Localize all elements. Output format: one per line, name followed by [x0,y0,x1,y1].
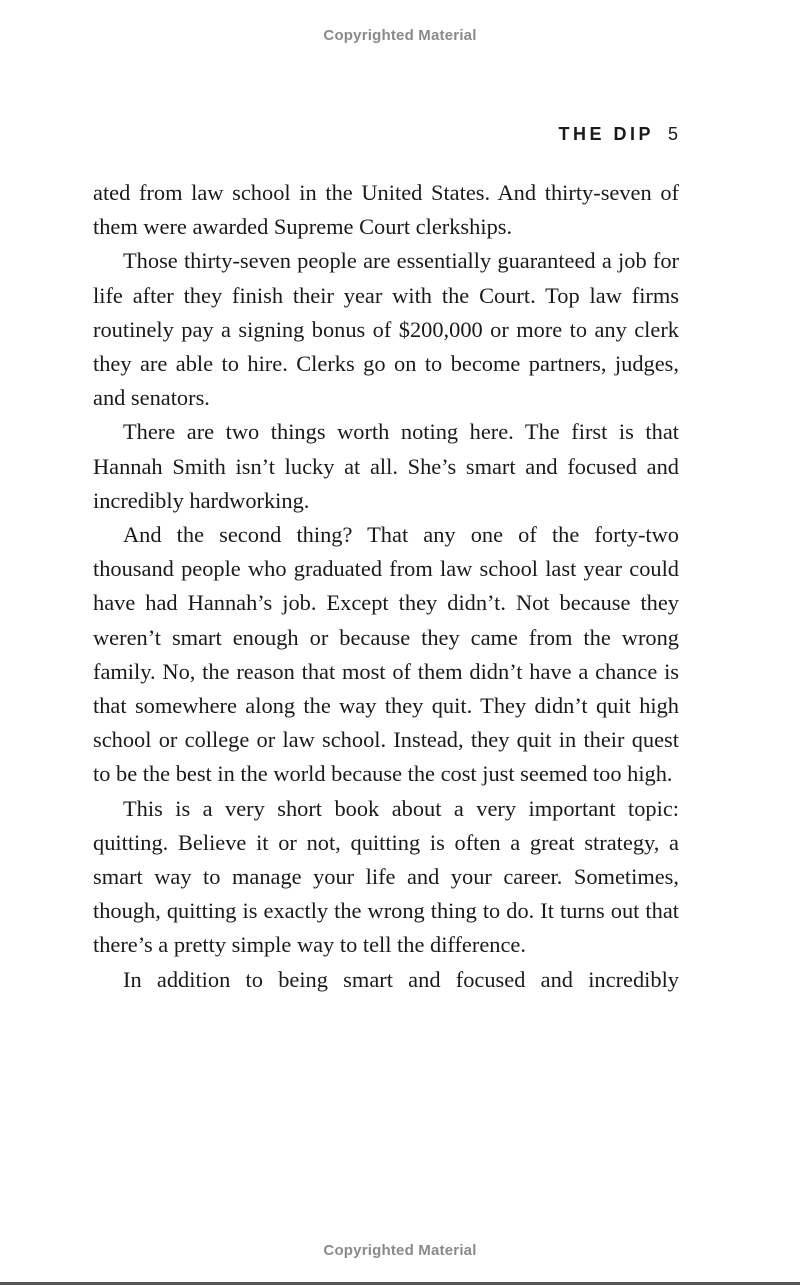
paragraph: This is a very short book about a very important topic: quitting. Believe it or not, quitting is often a great strategy, a smart way to manage your life and your career. Sometimes, though, quitting is exactly the wrong thing to do. It turns out that there’s a pretty simple way to tell the difference. [93,795,679,958]
paragraph: There are two things worth noting here. The first is that Hannah Smith isn’t lucky at all. She’s smart and focused and incredibly hardworking. [93,419,679,513]
paragraph-continued: ated from law school in the United States. And thirty-seven of them were awarded Supreme Court clerkships. [93,180,679,240]
running-header [558,124,678,145]
paragraph: And the second thing? That any one of the forty-two thousand people who graduated from law school last year could have had Hannah’s job. Except they didn’t. Not because they weren’t smart enough or because they came from the wrong family. No, the reason that most of them didn’t have a chance is that somewhere along the way they quit. They didn’t quit high school or college or law school. Instead, they quit in their quest to be the best in the world because the cost just seemed too high. [93,522,679,787]
paragraph-continues: In addition to being smart and focused and incredibly [123,966,679,992]
copyright-watermark-top: Copyrighted Material [323,27,477,44]
paragraph: Those thirty-seven people are essentially guaranteed a job for life after they finish their year with the Court. Top law firms routinely pay a signing bonus of $200,000 or more to any clerk they are able to hire. Clerks go on to become partners, judges, and senators. [93,248,679,411]
page-body [93,176,679,997]
page-number: 5 [667,124,678,144]
copyright-watermark-bottom: Copyrighted Material [323,1242,477,1259]
book-title: THE DIP [558,124,654,144]
